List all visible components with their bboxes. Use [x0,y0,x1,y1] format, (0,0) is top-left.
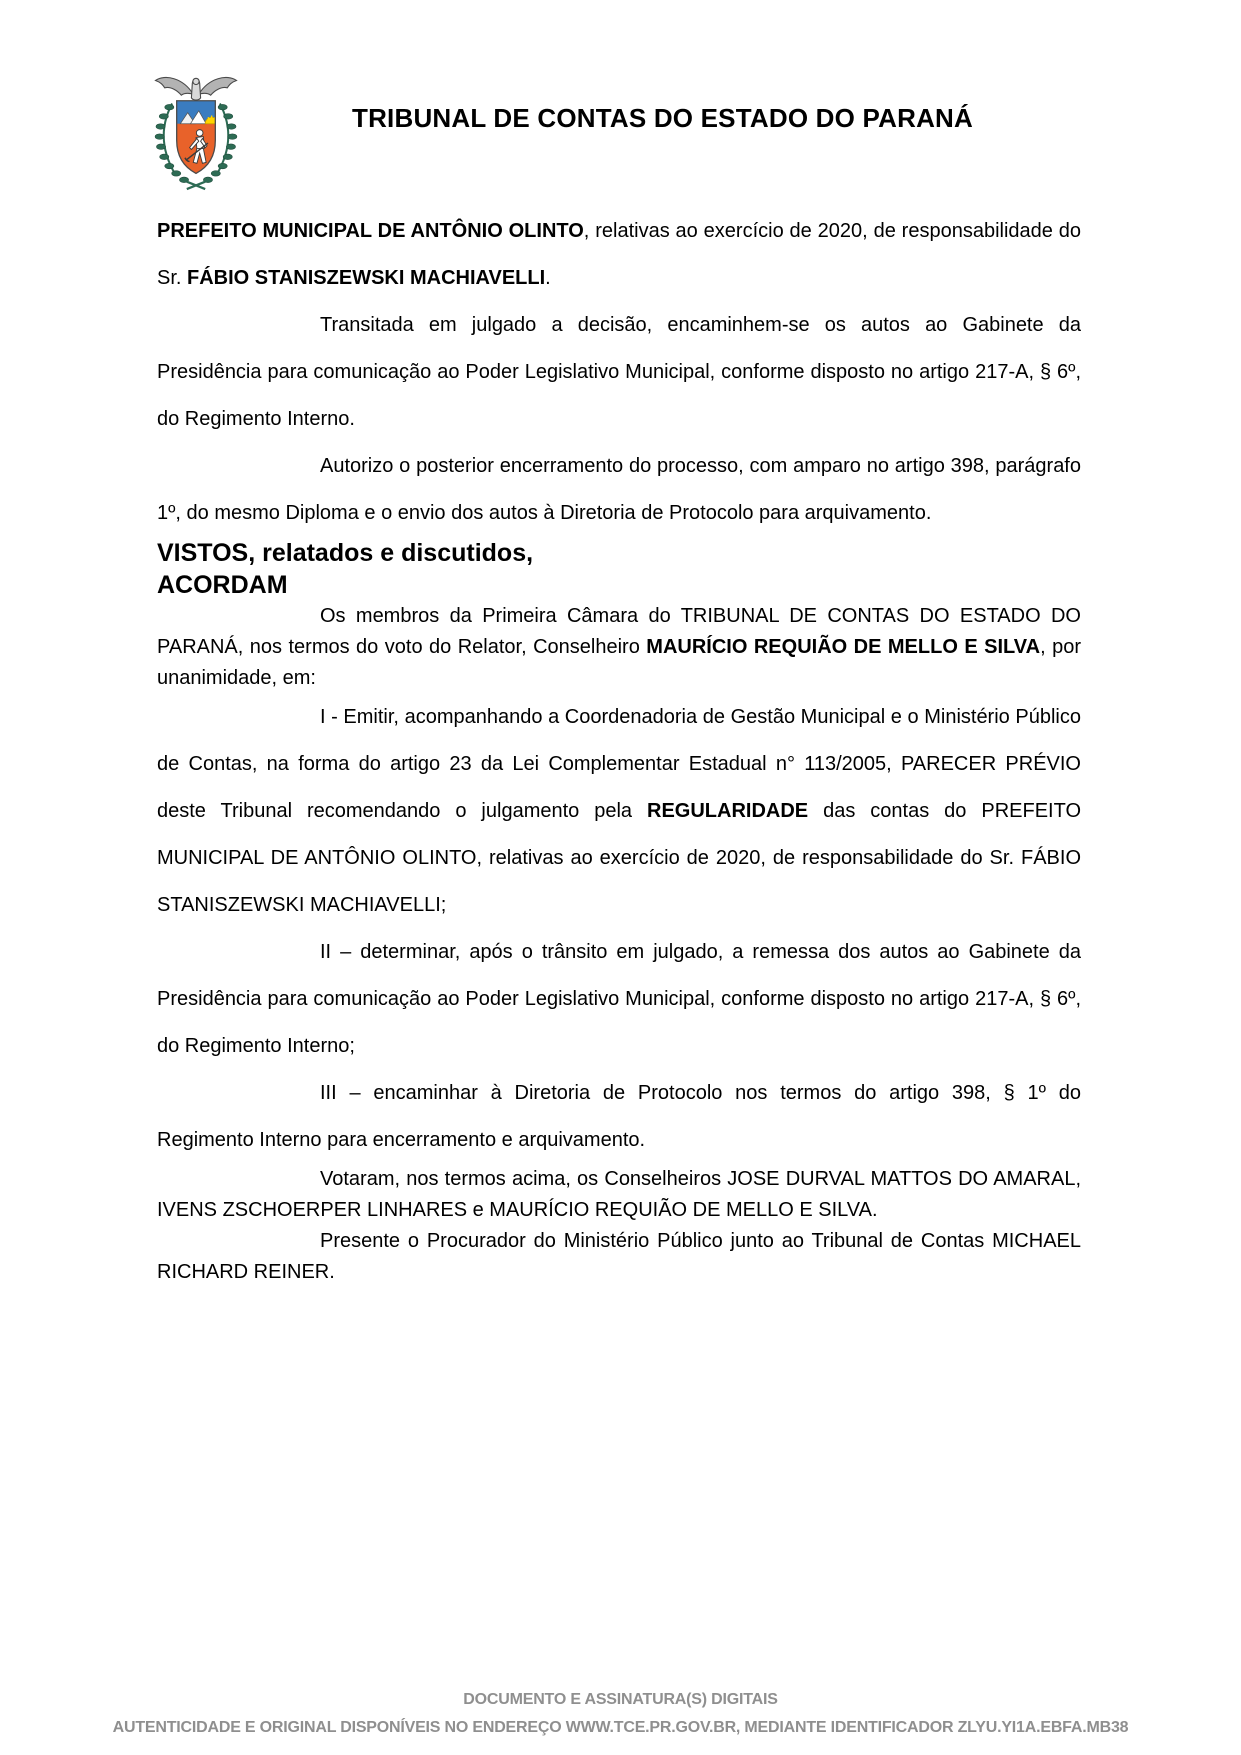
relator-name-bold: MAURÍCIO REQUIÃO DE MELLO E SILVA [646,636,1041,658]
document-footer [0,1686,1241,1742]
membros-tail: , por unanimidade, em: [157,636,1081,689]
document-body [157,208,1081,1288]
falcon-icon [156,77,237,100]
paragraph-item-2: II – determinar, após o trânsito em julgado, a remessa dos autos ao Gabinete da Presidência para comunicação ao Poder Legislativo Municipal, conforme disposto no artigo 217-A, § 6º, do Regimento Interno; [157,941,1081,1057]
paragraph-item-3: III – encaminhar à Diretoria de Protocolo nos termos do artigo 398, § 1º do Regimento Interno para encerramento e arquivamento. [157,1082,1081,1151]
page-title: TRIBUNAL DE CONTAS DO ESTADO DO PARANÁ [351,102,973,133]
paragraph-transitada: Transitada em julgado a decisão, encaminhem-se os autos ao Gabinete da Presidência para comunicação ao Poder Legislativo Municipal, conforme disposto no artigo 217-A, § 6º, do Regimento Interno. [157,314,1081,430]
footer-line-1: DOCUMENTO E ASSINATURA(S) DIGITAIS [463,1691,778,1708]
item1-tail: das contas do PREFEITO MUNICIPAL DE ANTÔNIO OLINTO, relativas ao exercício de 2020, de responsabilidade do Sr. FÁBIO STANISZEWSKI MACHIAVELLI; [157,800,1081,916]
paragraph-autorizo: Autorizo o posterior encerramento do processo, com amparo no artigo 398, parágrafo 1º, do mesmo Diploma e o envio dos autos à Diretoria de Protocolo para arquivamento. [157,455,1081,524]
regularidade-bold: REGULARIDADE [647,800,809,822]
parana-coat-of-arms-icon [150,70,242,194]
item1-text: I - Emitir, acompanhando a Coordenadoria de Gestão Municipal e o Ministério Público de Contas, na forma do artigo 23 da Lei Complementar Estadual n° 113/2005, PARECER PRÉVIO deste Tribunal recomendando o julgamento pela [157,706,1081,822]
paragraph-votaram: Votaram, nos termos acima, os Conselheiros JOSE DURVAL MATTOS DO AMARAL, IVENS ZSCHOERPER LINHARES e MAURÍCIO REQUIÃO DE MELLO E SILVA. [157,1168,1081,1221]
subject-entity-bold: PREFEITO MUNICIPAL DE ANTÔNIO OLINTO [157,220,584,242]
paragraph-subject [157,208,1081,302]
paragraph-presente: Presente o Procurador do Ministério Público junto ao Tribunal de Contas MICHAEL RICHARD REINER. [157,1230,1081,1283]
heading-vistos: VISTOS, relatados e discutidos, [157,539,534,567]
paragraph-membros [157,601,1081,694]
parana-coat-of-arms-logo [150,70,242,194]
subject-period: . [545,267,551,289]
subject-text: , relativas ao exercício de 2020, de responsabilidade do Sr. [157,220,1081,289]
document-header [150,70,1083,194]
subject-name-bold: FÁBIO STANISZEWSKI MACHIAVELLI [187,267,546,289]
paragraph-item-1 [157,694,1081,929]
shield-icon [177,101,218,175]
heading-acordam: ACORDAM [157,571,288,599]
membros-text: Os membros da Primeira Câmara do TRIBUNAL DE CONTAS DO ESTADO DO PARANÁ, nos termos do voto do Relator, Conselheiro [157,605,1081,658]
footer-line-2: AUTENTICIDADE E ORIGINAL DISPONÍVEIS NO ENDEREÇO WWW.TCE.PR.GOV.BR, MEDIANTE IDENTIFICADOR ZLYU.YI1A.EBFA.MB38 [112,1719,1129,1736]
